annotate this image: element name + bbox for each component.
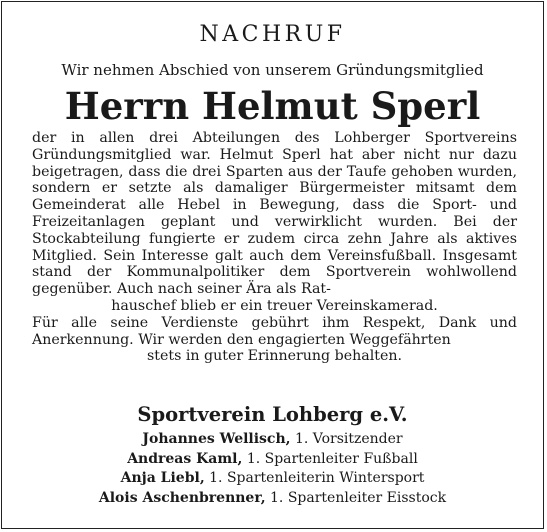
signer-role: 1. Spartenleiterin Wintersport: [204, 470, 425, 486]
signer-role: 1. Spartenleiter Eisstock: [265, 489, 447, 506]
intro-line: Wir nehmen Abschied von unserem Gründungsmitglied: [61, 61, 484, 79]
body-paragraph: hauschef blieb er ein treuer Vereinskamerad.: [111, 297, 438, 314]
signer-list: [2, 430, 543, 508]
signer-role: 1. Spartenleiter Fußball: [242, 450, 418, 467]
signer-line: [2, 450, 543, 470]
club-name: Sportverein Lohberg e.V.: [137, 403, 408, 426]
signer-name: Johannes Wellisch,: [142, 431, 291, 447]
body-paragraph: stets in guter Erinnerung behalten.: [146, 348, 402, 365]
body-paragraph: der in allen drei Abteilungen des Lohberger Sportvereins Gründungsmitglied war. Helmut Sperl hat aber nicht nur dazu beigetragen, dass die drei Sparten aus der Taufe gehoben wurden, sondern er setzte als damaliger Bürgermeister mitsamt dem Gemeinderat alle Hebel in Bewegung, dass die Sport- und Freizeitanlagen geplant und verwirklicht wurden. Bei der Stockabteilung fungierte er zudem circa zehn Jahre als aktives Mitglied. Sein Interesse galt auch dem Vereinsfußball. Insgesamt stand der Kommunalpolitiker dem Sportverein wohlwollend gegenüber. Auch nach seiner Ära als Rat-: [32, 130, 517, 298]
signer-line: [2, 469, 543, 489]
signer-name: Anja Liebl,: [120, 470, 205, 486]
body-paragraph: Für alle seine Verdienste gebührt ihm Respekt, Dank und Anerkennung. Wir werden den engagierten Weggefährten: [32, 314, 517, 348]
deceased-name: Herrn Helmut Sperl: [64, 84, 481, 128]
obituary-notice: [1, 1, 544, 529]
signer-role: 1. Vorsitzender: [290, 431, 403, 447]
notice-body: [32, 130, 517, 365]
signer-name: Andreas Kaml,: [127, 450, 243, 467]
signer-line: [2, 430, 543, 450]
notice-heading: NACHRUF: [199, 22, 346, 47]
signer-line: [2, 489, 543, 509]
signer-name: Alois Aschenbrenner,: [98, 489, 266, 506]
